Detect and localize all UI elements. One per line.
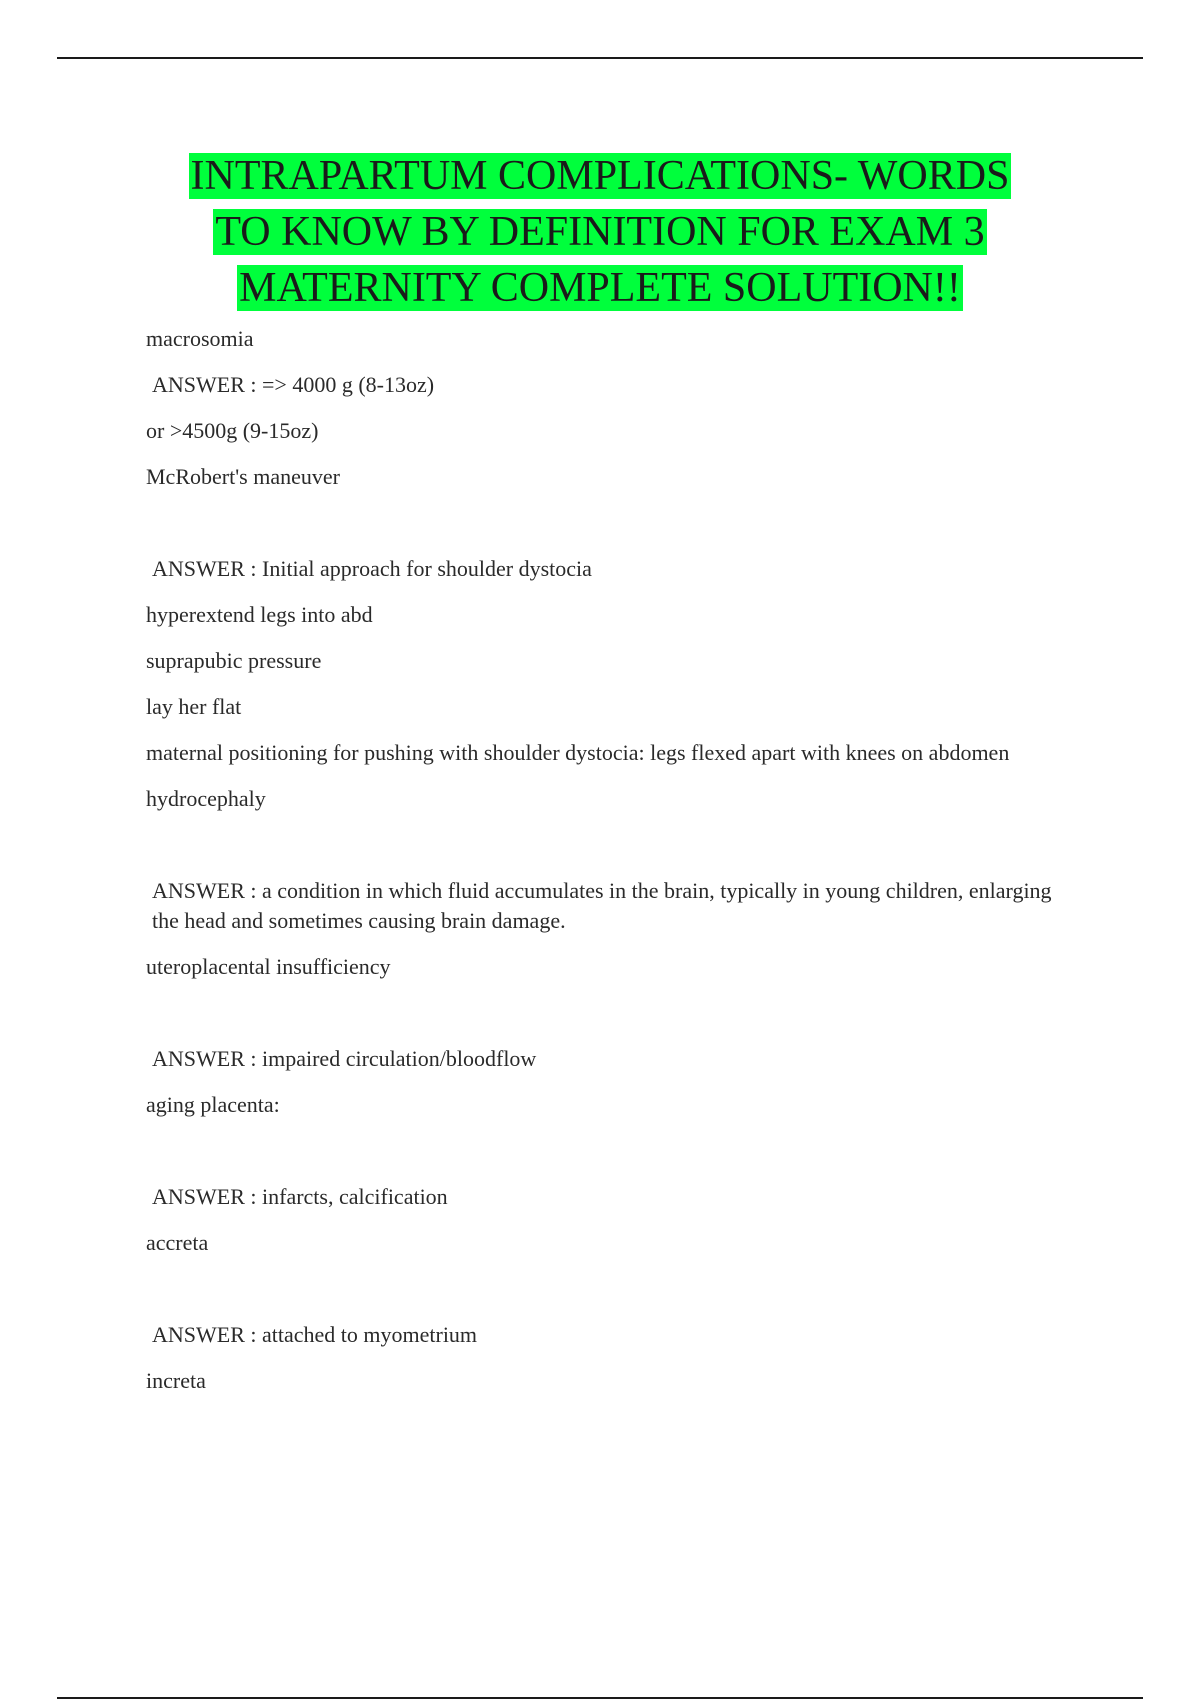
answer-macrosomia-cont: or >4500g (9-15oz) [146,418,319,443]
title-line-1: INTRAPARTUM COMPLICATIONS- WORDS [190,153,1010,199]
answer-mcroberts-step-2: suprapubic pressure [146,648,322,673]
answer-aging-placenta: ANSWER : infarcts, calcification [152,1184,448,1209]
document-body [146,324,1066,1412]
title-line-2: TO KNOW BY DEFINITION FOR EXAM 3 [215,209,985,255]
title-line-3: MATERNITY COMPLETE SOLUTION!! [239,265,961,311]
answer-mcroberts-step-1: hyperextend legs into abd [146,602,373,627]
term-hydrocephaly: hydrocephaly [146,786,266,811]
answer-hydrocephaly: ANSWER : a condition in which fluid accumulates in the brain, typically in young children, enlarging the head and sometimes causing brain damage. [152,878,1052,933]
answer-uteroplacental-insufficiency: ANSWER : impaired circulation/bloodflow [152,1046,537,1071]
answer-mcroberts-positioning: maternal positioning for pushing with shoulder dystocia: legs flexed apart with knees on abdomen [146,740,1010,765]
document-title [0,148,1200,316]
term-increta: increta [146,1368,206,1393]
answer-accreta: ANSWER : attached to myometrium [152,1322,478,1347]
term-aging-placenta: aging placenta: [146,1092,280,1117]
term-macrosomia: macrosomia [146,326,254,351]
answer-mcroberts: ANSWER : Initial approach for shoulder dystocia [152,556,592,581]
answer-macrosomia: ANSWER : => 4000 g (8-13oz) [152,372,435,397]
bottom-rule [57,1697,1143,1699]
answer-mcroberts-step-3: lay her flat [146,694,242,719]
term-mcroberts: McRobert's maneuver [146,464,340,489]
term-accreta: accreta [146,1230,209,1255]
term-uteroplacental-insufficiency: uteroplacental insufficiency [146,954,391,979]
top-rule [57,57,1143,59]
